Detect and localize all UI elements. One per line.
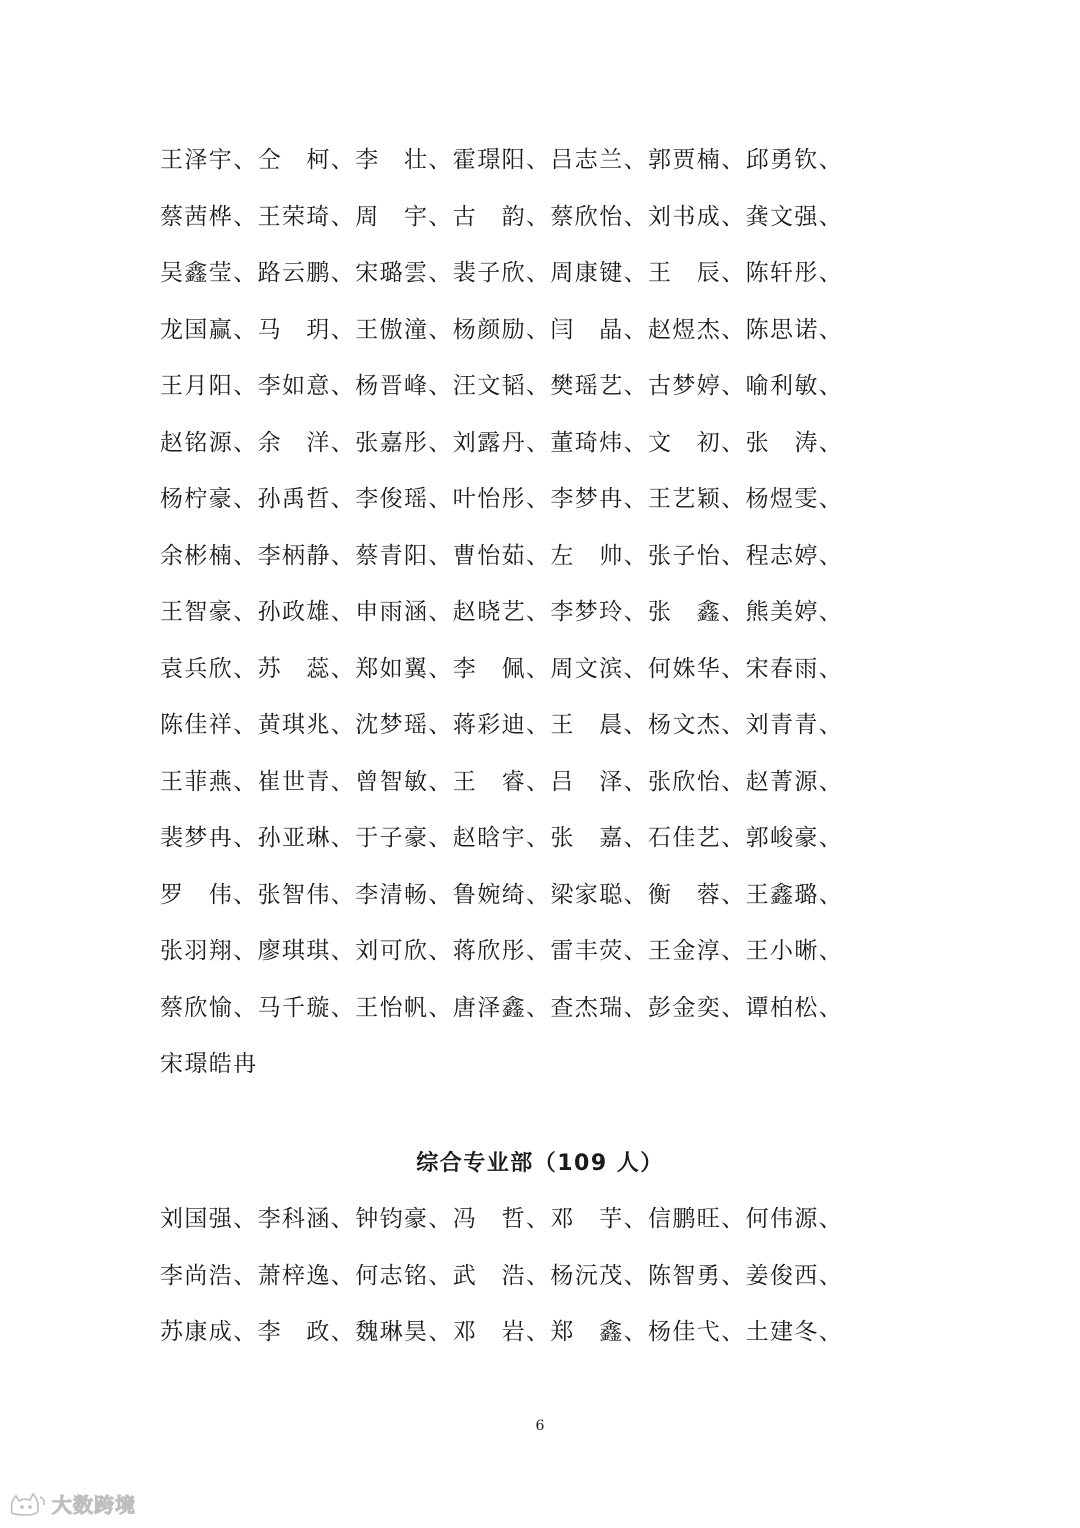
- name-list-line: 张羽翔、廖琪琪、刘可欣、蒋欣彤、雷丰荧、王金淳、王小晰、: [160, 938, 844, 964]
- name-list-line: 龙国赢、马 玥、王傲潼、杨颜励、闫 晶、赵煜杰、陈思诺、: [160, 316, 844, 343]
- name-list-line: 王泽宇、仝 柯、李 壮、霍璟阳、吕志兰、郭贾楠、邱勇钦、: [160, 147, 844, 173]
- name-list-line: 李尚浩、萧梓逸、何志铭、武 浩、杨沅茂、陈智勇、姜俊西、: [160, 1262, 844, 1289]
- name-list-line: 裴梦冉、孙亚琳、于子豪、赵晗宇、张 嘉、石佳艺、郭峻豪、: [160, 825, 844, 851]
- section-heading: 综合专业部（109 人）: [416, 1151, 664, 1176]
- name-list-line: 吴鑫莹、路云鹏、宋璐雲、裴子欣、周康键、王 辰、陈轩彤、: [160, 260, 844, 286]
- name-list-line: 刘国强、李科涵、钟钧豪、冯 哲、邓 芋、信鹏旺、何伟源、: [160, 1206, 844, 1232]
- name-list-line: 陈佳祥、黄琪兆、沈梦瑶、蒋彩迪、王 晨、杨文杰、刘青青、: [160, 712, 844, 738]
- name-list-line: 余彬楠、李柄静、蔡青阳、曹怡茹、左 帅、张子怡、程志婷、: [160, 542, 844, 569]
- cat-logo-icon: [8, 1491, 48, 1517]
- name-list-line: 袁兵欣、苏 蕊、郑如翼、李 佩、周文滨、何姝华、宋春雨、: [160, 655, 844, 682]
- watermark-text: 大数跨境: [52, 1493, 136, 1517]
- page-number: 6: [535, 1418, 545, 1434]
- name-list-line: 王菲燕、崔世青、曾智敏、王 睿、吕 泽、张欣怡、赵菁源、: [160, 768, 844, 795]
- name-list-line: 苏康成、李 政、魏琳昊、邓 岩、郑 鑫、杨佳弋、土建冬、: [160, 1319, 844, 1345]
- name-list-comprehensive: [160, 1191, 900, 1361]
- name-list-line: 宋璟皓冉: [160, 1051, 258, 1077]
- watermark: [8, 1489, 136, 1518]
- name-list-line: 王智豪、孙政雄、申雨涵、赵晓艺、李梦玲、张 鑫、熊美婷、: [160, 599, 844, 625]
- name-list-continued: [160, 132, 900, 1093]
- name-list-line: 赵铭源、余 洋、张嘉彤、刘露丹、董琦炜、文 初、张 涛、: [160, 429, 844, 456]
- name-list-line: 蔡欣愉、马千璇、王怡帆、唐泽鑫、查杰瑞、彭金奕、谭柏松、: [160, 994, 844, 1021]
- name-list-line: 蔡茜桦、王荣琦、周 宇、古 韵、蔡欣怡、刘书成、龚文强、: [160, 203, 844, 230]
- name-list-line: 杨柠豪、孙禹哲、李俊瑶、叶怡彤、李梦冉、王艺颖、杨煜雯、: [160, 486, 844, 512]
- name-list-line: 罗 伟、张智伟、李清畅、鲁婉绮、梁家聪、衡 蓉、王鑫璐、: [160, 881, 844, 908]
- name-list-line: 王月阳、李如意、杨晋峰、汪文韬、樊瑶艺、古梦婷、喻利敏、: [160, 373, 844, 399]
